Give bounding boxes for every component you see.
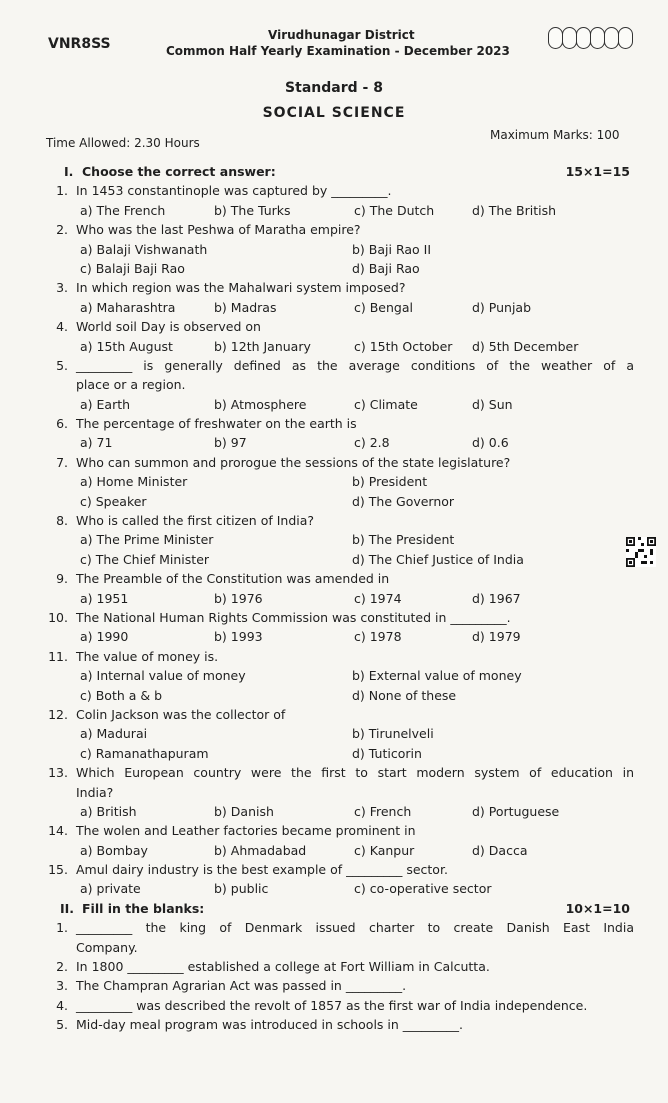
- option: b) President: [352, 474, 428, 490]
- option: a) Balaji Vishwanath: [80, 241, 208, 257]
- question: [0, 569, 668, 588]
- option: a) Internal value of money: [80, 668, 246, 684]
- question-text: The Champran Agrarian Act was passed in _________.: [76, 978, 407, 994]
- option: b) 1993: [214, 629, 263, 645]
- question-text: Colin Jackson was the collector of: [76, 706, 286, 722]
- option: a) Madurai: [80, 726, 148, 742]
- question-text-continued: India?: [76, 784, 114, 800]
- question-number: 11.: [48, 648, 68, 664]
- question-text: In which region was the Mahalwari system imposed?: [76, 280, 406, 296]
- options-row: [0, 201, 668, 220]
- question-number: 4.: [56, 997, 68, 1013]
- time-allowed: Time Allowed: 2.30 Hours: [46, 136, 200, 150]
- section-marks: 10×1=10: [565, 900, 630, 916]
- options-row: [0, 395, 668, 414]
- option: b) External value of money: [352, 668, 522, 684]
- question-text: Who was the last Peshwa of Maratha empire?: [76, 222, 361, 238]
- options-row: [0, 589, 668, 608]
- register-box: [618, 27, 633, 49]
- question: [0, 414, 668, 433]
- option: d) Dacca: [472, 842, 528, 858]
- option: b) Ahmadabad: [214, 842, 307, 858]
- options-row: [0, 298, 668, 317]
- option: d) The Chief Justice of India: [352, 551, 524, 567]
- options-row: [0, 433, 668, 452]
- question: [0, 220, 668, 239]
- options-row: [0, 724, 668, 743]
- subject-title: SOCIAL SCIENCE: [262, 105, 406, 121]
- option: b) Danish: [214, 803, 274, 819]
- register-box: [562, 27, 577, 49]
- option: a) Home Minister: [80, 474, 188, 490]
- question-number: 5.: [56, 357, 68, 373]
- option: d) Baji Rao: [352, 260, 420, 276]
- option: c) Ramanathapuram: [80, 745, 209, 761]
- question: [0, 356, 668, 375]
- option: b) Baji Rao II: [352, 241, 432, 257]
- option: c) Balaji Baji Rao: [80, 260, 185, 276]
- section-heading: [0, 162, 668, 181]
- question-number: 7.: [56, 454, 68, 470]
- question-number: 15.: [48, 862, 68, 878]
- fill-blank: [0, 957, 668, 976]
- options-row: [0, 240, 668, 259]
- option: a) Earth: [80, 396, 131, 412]
- question-text: In 1453 constantinople was captured by _________.: [76, 183, 392, 199]
- option: c) Speaker: [80, 493, 147, 509]
- options-row: [0, 472, 668, 491]
- section-title: Choose the correct answer:: [82, 164, 276, 179]
- question: [0, 453, 668, 472]
- options-row: [0, 666, 668, 685]
- option: d) 5th December: [472, 338, 579, 354]
- option: d) Punjab: [472, 299, 532, 315]
- question: [0, 763, 668, 782]
- options-row: [0, 686, 668, 705]
- question: [0, 278, 668, 297]
- question: [0, 705, 668, 724]
- option: a) The French: [80, 202, 166, 218]
- question-number: 1.: [56, 920, 68, 936]
- option: a) 71: [80, 435, 113, 451]
- fill-blank: [0, 918, 668, 937]
- question-text: In 1800 _________ established a college at Fort William in Calcutta.: [76, 959, 490, 975]
- option: a) private: [80, 881, 141, 897]
- option: b) 1976: [214, 590, 263, 606]
- question-number: 3.: [56, 280, 68, 296]
- option: d) Sun: [472, 396, 513, 412]
- option: c) Climate: [354, 396, 418, 412]
- question-text: The Preamble of the Constitution was amended in: [76, 571, 390, 587]
- question-text: Which European country were the first to start modern system of education in: [76, 765, 634, 781]
- question: [0, 181, 668, 200]
- options-row: [0, 627, 668, 646]
- question-text: Who can summon and prorogue the sessions of the state legislature?: [76, 454, 511, 470]
- option: a) British: [80, 803, 137, 819]
- exam-title: Common Half Yearly Examination - December 2023: [166, 44, 510, 58]
- question-text: _________ was described the revolt of 1857 as the first war of India independence.: [76, 997, 588, 1013]
- option: d) The British: [472, 202, 557, 218]
- question-text: The percentage of freshwater on the earth is: [76, 416, 357, 432]
- option: a) Bombay: [80, 842, 148, 858]
- question-text: _________ is generally defined as the average conditions of the weather of a: [76, 357, 634, 373]
- options-row: [0, 337, 668, 356]
- question-text: Who is called the first citizen of India?: [76, 513, 315, 529]
- question-number: 2.: [56, 222, 68, 238]
- option: c) The Chief Minister: [80, 551, 210, 567]
- question-number: 6.: [56, 416, 68, 432]
- register-box: [576, 27, 591, 49]
- question-number: 2.: [56, 959, 68, 975]
- question-text: _________ the king of Denmark issued charter to create Danish East India: [76, 920, 634, 936]
- question: [0, 317, 668, 336]
- question-number: 1.: [56, 183, 68, 199]
- question-continued: [0, 938, 668, 957]
- options-row: [0, 841, 668, 860]
- question-continued: [0, 783, 668, 802]
- question: [0, 511, 668, 530]
- question-text-continued: Company.: [76, 939, 138, 955]
- option: a) 15th August: [80, 338, 173, 354]
- question-number: 5.: [56, 1017, 68, 1033]
- section-number: I.: [64, 164, 74, 179]
- question-text: The value of money is.: [76, 648, 219, 664]
- paper-code: VNR8SS: [48, 36, 111, 52]
- option: c) 15th October: [354, 338, 453, 354]
- question: [0, 860, 668, 879]
- register-box: [590, 27, 605, 49]
- district-title: Virudhunagar District: [268, 28, 415, 42]
- options-row: [0, 492, 668, 511]
- options-row: [0, 879, 668, 898]
- register-box: [604, 27, 619, 49]
- section-title: Fill in the blanks:: [82, 900, 205, 916]
- option: c) Kanpur: [354, 842, 415, 858]
- question-continued: [0, 375, 668, 394]
- option: c) 2.8: [354, 435, 390, 451]
- option: b) 97: [214, 435, 247, 451]
- option: a) 1990: [80, 629, 129, 645]
- option: a) The Prime Minister: [80, 532, 214, 548]
- fill-blank: [0, 1015, 668, 1034]
- option: d) 0.6: [472, 435, 509, 451]
- fill-blank: [0, 996, 668, 1015]
- question-text: The wolen and Leather factories became prominent in: [76, 823, 416, 839]
- section-number: II.: [60, 900, 75, 916]
- option: d) The Governor: [352, 493, 455, 509]
- option: b) public: [214, 881, 269, 897]
- question-number: 10.: [48, 609, 68, 625]
- option: c) 1974: [354, 590, 402, 606]
- options-row: [0, 530, 668, 549]
- option: d) None of these: [352, 687, 457, 703]
- question-text: Amul dairy industry is the best example of _________ sector.: [76, 862, 448, 878]
- question-number: 14.: [48, 823, 68, 839]
- question-number: 9.: [56, 571, 68, 587]
- question: [0, 647, 668, 666]
- options-row: [0, 259, 668, 278]
- option: b) The President: [352, 532, 455, 548]
- question: [0, 608, 668, 627]
- register-box: [548, 27, 563, 49]
- question-number: 12.: [48, 706, 68, 722]
- section-marks: 15×1=15: [565, 164, 630, 179]
- option: c) French: [354, 803, 412, 819]
- fill-blank: [0, 976, 668, 995]
- question-text: World soil Day is observed on: [76, 319, 261, 335]
- section-heading: [0, 899, 668, 918]
- question-number: 4.: [56, 319, 68, 335]
- options-row: [0, 550, 668, 569]
- option: b) Madras: [214, 299, 277, 315]
- option: c) Bengal: [354, 299, 413, 315]
- option: c) 1978: [354, 629, 402, 645]
- options-row: [0, 802, 668, 821]
- option: d) Tuticorin: [352, 745, 422, 761]
- question: [0, 821, 668, 840]
- option: c) co-operative sector: [354, 881, 492, 897]
- question-text-continued: place or a region.: [76, 377, 186, 393]
- option: c) The Dutch: [354, 202, 435, 218]
- option: d) Portuguese: [472, 803, 560, 819]
- question-number: 8.: [56, 513, 68, 529]
- option: d) 1967: [472, 590, 521, 606]
- option: b) Atmosphere: [214, 396, 307, 412]
- option: a) 1951: [80, 590, 129, 606]
- register-number-boxes: [548, 27, 632, 49]
- question-number: 3.: [56, 978, 68, 994]
- standard-title: Standard - 8: [285, 80, 383, 96]
- option: a) Maharashtra: [80, 299, 176, 315]
- option: b) The Turks: [214, 202, 291, 218]
- option: b) Tirunelveli: [352, 726, 434, 742]
- question-content: [0, 162, 668, 1035]
- options-row: [0, 744, 668, 763]
- question-text: Mid-day meal program was introduced in schools in _________.: [76, 1017, 463, 1033]
- question-text: The National Human Rights Commission was constituted in _________.: [76, 609, 511, 625]
- option: b) 12th January: [214, 338, 311, 354]
- option: d) 1979: [472, 629, 521, 645]
- option: c) Both a & b: [80, 687, 163, 703]
- question-number: 13.: [48, 765, 68, 781]
- maximum-marks: Maximum Marks: 100: [490, 128, 620, 142]
